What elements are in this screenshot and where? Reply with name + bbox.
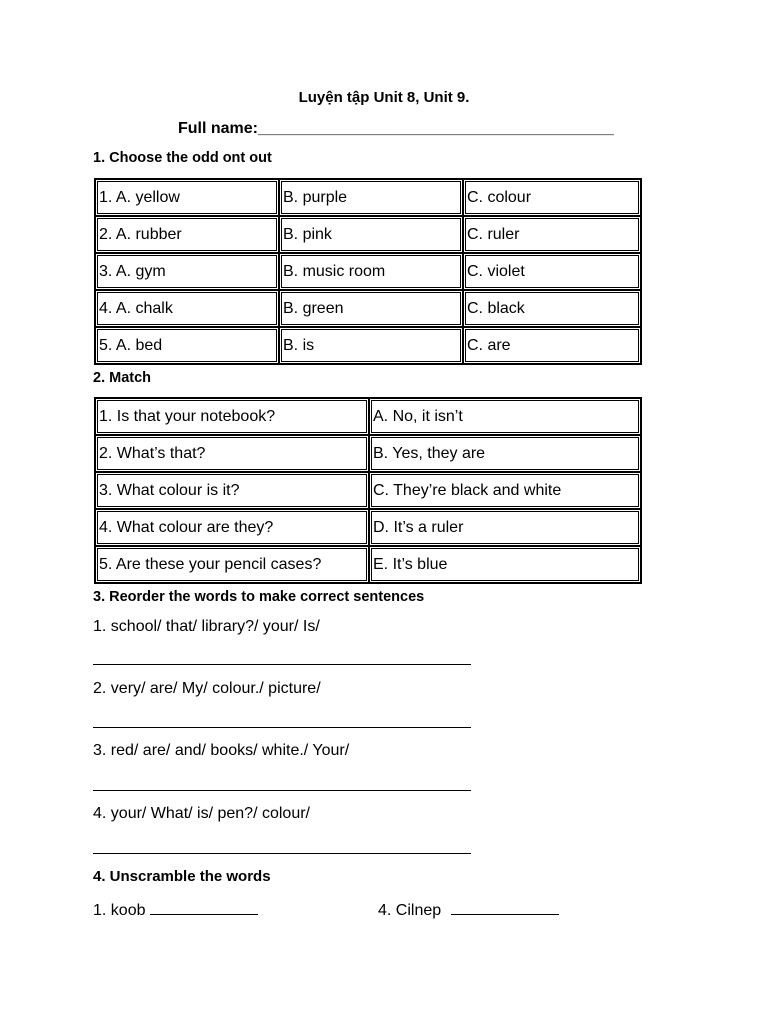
answer-line[interactable]	[93, 727, 471, 728]
table-cell: 5. Are these your pencil cases?	[95, 546, 369, 583]
reorder-item: 1. school/ that/ library?/ your/ Is/	[93, 618, 320, 635]
table-row	[95, 216, 641, 253]
table-cell: 2. What’s that?	[95, 435, 369, 472]
table-cell: 4. What colour are they?	[95, 509, 369, 546]
table-cell: C. are	[463, 327, 641, 364]
unscramble-item	[93, 900, 258, 919]
table-row	[95, 472, 641, 509]
table-cell: A. No, it isn’t	[369, 398, 641, 435]
table-row	[95, 290, 641, 327]
table-cell: C. violet	[463, 253, 641, 290]
table-cell: E. It’s blue	[369, 546, 641, 583]
unscramble-word: 4. Cilnep	[378, 902, 442, 919]
table-row	[95, 253, 641, 290]
match-table	[94, 397, 642, 584]
worksheet-title: Luyện tập Unit 8, Unit 9.	[298, 89, 470, 106]
table-cell: C. colour	[463, 179, 641, 216]
table-cell: 3. What colour is it?	[95, 472, 369, 509]
table-cell: B. purple	[279, 179, 463, 216]
answer-blank[interactable]	[451, 900, 559, 915]
table-row	[95, 546, 641, 583]
section-2-heading: 2. Match	[93, 370, 152, 386]
table-cell: 4. A. chalk	[95, 290, 279, 327]
answer-blank[interactable]	[150, 900, 258, 915]
table-cell: C. They’re black and white	[369, 472, 641, 509]
section-3-heading: 3. Reorder the words to make correct sentences	[93, 589, 425, 605]
table-cell: 1. Is that your notebook?	[95, 398, 369, 435]
answer-line[interactable]	[93, 853, 471, 854]
table-cell: 2. A. rubber	[95, 216, 279, 253]
odd-one-out-table	[94, 178, 642, 365]
answer-line[interactable]	[93, 664, 471, 665]
reorder-item: 3. red/ are/ and/ books/ white./ Your/	[93, 742, 350, 759]
table-cell: B. music room	[279, 253, 463, 290]
table-row	[95, 435, 641, 472]
table-row	[95, 398, 641, 435]
unscramble-word: 1. koob	[93, 902, 146, 919]
table-cell: C. ruler	[463, 216, 641, 253]
table-cell: 3. A. gym	[95, 253, 279, 290]
full-name-field[interactable]: Full name:________________________________________	[178, 120, 614, 137]
table-cell: B. Yes, they are	[369, 435, 641, 472]
table-row	[95, 509, 641, 546]
unscramble-item	[378, 900, 559, 919]
table-cell: 1. A. yellow	[95, 179, 279, 216]
table-cell: B. green	[279, 290, 463, 327]
reorder-item: 4. your/ What/ is/ pen?/ colour/	[93, 805, 310, 822]
table-cell: D. It’s a ruler	[369, 509, 641, 546]
answer-line[interactable]	[93, 790, 471, 791]
section-1-heading: 1. Choose the odd ont out	[93, 150, 272, 166]
table-cell: B. pink	[279, 216, 463, 253]
table-row	[95, 327, 641, 364]
section-4-heading: 4. Unscramble the words	[93, 868, 271, 885]
table-cell: B. is	[279, 327, 463, 364]
table-row	[95, 179, 641, 216]
table-cell: C. black	[463, 290, 641, 327]
reorder-item: 2. very/ are/ My/ colour./ picture/	[93, 680, 321, 697]
table-cell: 5. A. bed	[95, 327, 279, 364]
